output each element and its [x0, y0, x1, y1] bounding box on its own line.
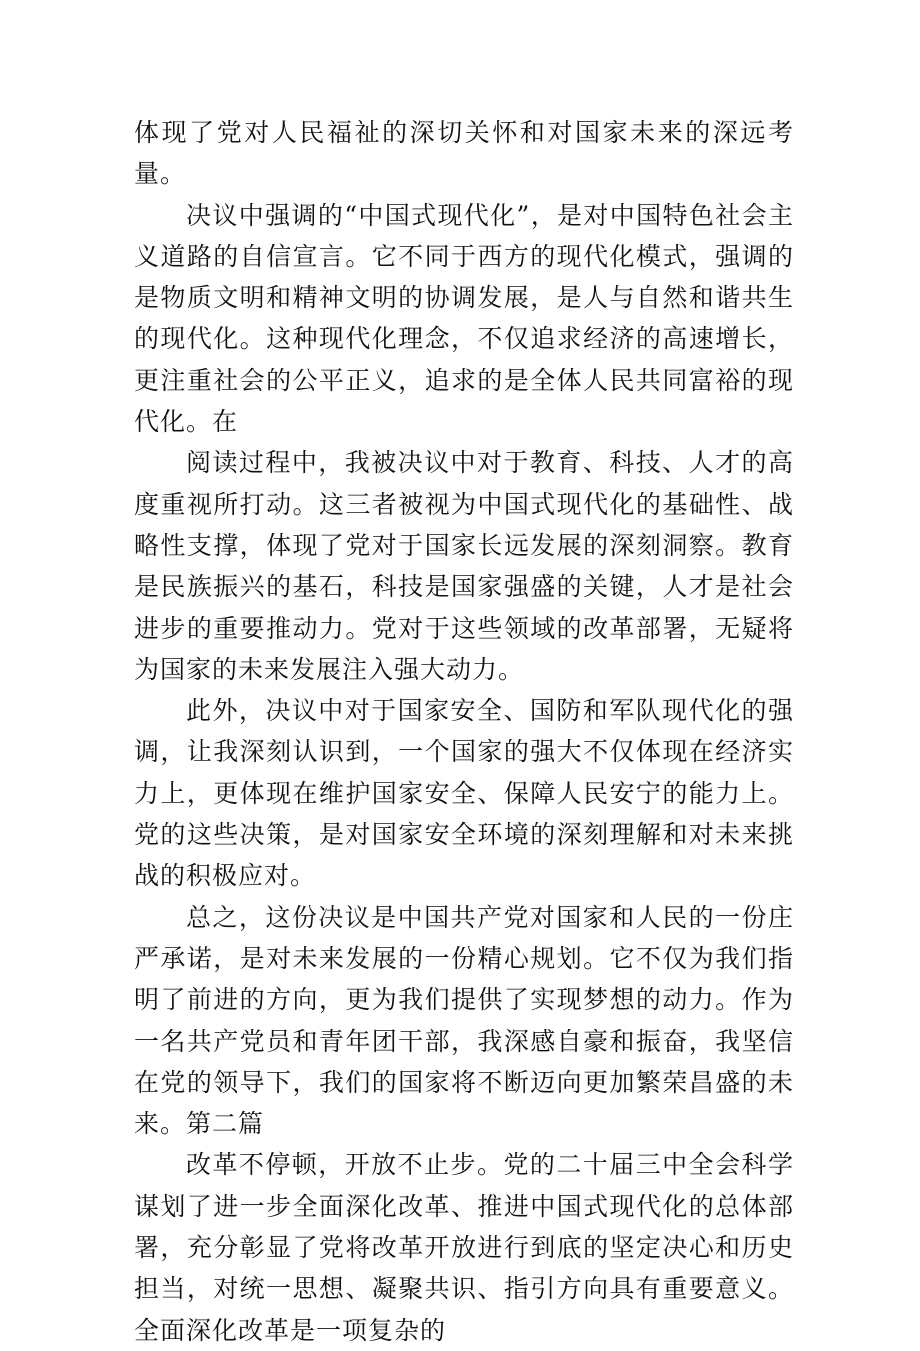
document-body: [134, 112, 794, 1351]
paragraph-modernization: 决议中强调的“中国式现代化”，是对中国特色社会主义道路的自信宣言。它不同于西方的现代化模式，强调的是物质文明和精神文明的协调发展，是人与自然和谐共生的现代化。这种现代化理念，不仅追求经济的高速增长，更注重社会的公平正义，追求的是全体人民共同富裕的现代化。在: [134, 200, 794, 437]
paragraph-education: 阅读过程中，我被决议中对于教育、科技、人才的高度重视所打动。这三者被视为中国式现代化的基础性、战略性支撑，体现了党对于国家长远发展的深刻洞察。教育是民族振兴的基石，科技是国家强盛的关键，人才是社会进步的重要推动力。党对于这些领域的改革部署，无疑将为国家的未来发展注入强大动力。: [134, 448, 794, 684]
paragraph-continuation: 体现了党对人民福祉的深切关怀和对国家未来的深远考量。: [134, 118, 794, 189]
paragraph-security: 此外，决议中对于国家安全、国防和军队现代化的强调，让我深刻认识到，一个国家的强大不仅体现在经济实力上，更体现在维护国家安全、保障人民安宁的能力上。党的这些决策，是对国家安全环境的深刻理解和对未来挑战的积极应对。: [134, 696, 794, 891]
paragraph-conclusion: 总之，这份决议是中国共产党对国家和人民的一份庄严承诺，是对未来发展的一份精心规划。它不仅为我们指明了前进的方向，更为我们提供了实现梦想的动力。作为一名共产党员和青年团干部，我深感自豪和振奋，我坚信在党的领导下，我们的国家将不断迈向更加繁荣昌盛的未来。第二篇: [134, 902, 794, 1139]
paragraph-reform: 改革不停顿，开放不止步。党的二十届三中全会科学谋划了进一步全面深化改革、推进中国式现代化的总体部署，充分彰显了党将改革开放进行到底的坚定决心和历史担当，对统一思想、凝聚共识、指引方向具有重要意义。全面深化改革是一项复杂的: [134, 1150, 794, 1345]
